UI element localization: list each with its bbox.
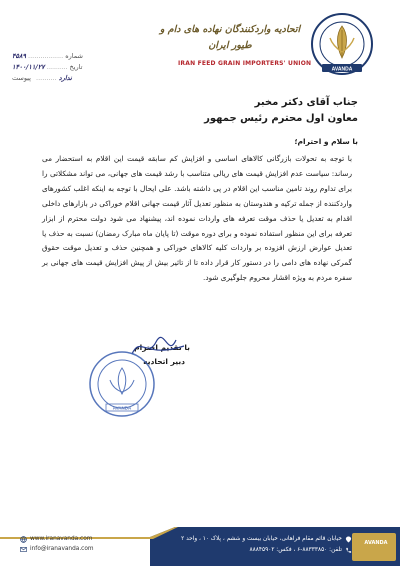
- letter-body-paragraph: با توجه به تحولات بازرگانی کالاهای اساسی و افزایش کم سابقه قیمت این اقلام به استحضار می رساند: سیاست عدم افزایش قیمت های ریالی متناسب با رشد قیمت های جهانی، می تواند مشکلاتی را برای تداوم روند تامین مناسب این اقلام در پی داشته باشد. علی ایحال با توجه به اینکه اغلب کشورهای واردکننده از جمله ترکیه و هندوستان به منظور تعدیل آثار قیمت جهانی اقلام خوراکی در بازارهای داخلی اقدام به تعدیل یا حذف موقت تعرفه های واردات نموده اند، پیشنهاد می شود دولت محترم از ابزار تعرفه برای این منظور استفاده نموده و برای دوره موقت (تا پایان ماه مبارک رمضان) نسبت به حذف یا تعدیل عوارض ارزش افزوده بر واردات کلیه کالاهای خوراکی و همچنین حذف و تعدیل موقت حقوق گمرکی نهاده های دامی را در دستور کار قرار داده تا از تاثیر بیش از پیش افزایش قیمت های جهانی بر سفره مردم به ویژه اقشار محروم جلوگیری شود.: [42, 154, 352, 283]
- footer-email-text: info@iranavanda.com: [30, 546, 94, 552]
- logo-brand-text: AVANDA: [331, 66, 353, 73]
- letter-date-label: تاریخ: [69, 63, 83, 71]
- official-stamp: [88, 350, 156, 418]
- letter-attachment-value: ندارد: [58, 74, 72, 82]
- letter-body: [42, 152, 352, 286]
- signature-title: دبیر اتحادیه: [143, 357, 185, 366]
- footer-phone-text: تلفن: ۸۸۳۳۳۸۵۰-۶ ، فکس: ۸۸۸۴۵۹۰۲: [249, 547, 342, 553]
- letter-attachment: ندارد .......... پیوست: [12, 74, 72, 82]
- letter-number-value: ۴۵۸۹: [12, 52, 26, 60]
- footer-email[interactable]: [30, 546, 94, 552]
- stamp-brand-text: AVANDA: [112, 405, 132, 411]
- union-name-persian: اتحادیه واردکنندگان نهاده های دام و طیور ایران: [159, 24, 301, 51]
- location-icon: [345, 536, 352, 543]
- footer-website-text: www.iranavanda.com: [30, 536, 93, 542]
- letter-number-label: شماره: [65, 52, 83, 60]
- signature-closing: با تقدیم احترام: [134, 343, 190, 352]
- phone-icon: [345, 547, 352, 554]
- footer-address-text: خیابان قائم مقام فراهانی، خیابان بیست و ششم ، پلاک ۱۰ ، واحد ۲: [181, 536, 342, 542]
- letter-number: ۴۵۸۹ ................. شماره: [12, 52, 83, 60]
- footer-address: [181, 536, 342, 542]
- salutation: با سلام و احترام؛: [294, 137, 358, 146]
- footer-website[interactable]: [30, 536, 92, 542]
- globe-icon: [20, 536, 27, 543]
- addressee-name: جناب آقای دکتر مخبر: [254, 97, 358, 108]
- footer-brand: AVANDA: [364, 540, 388, 546]
- letter-date-value: ۱۴۰۰/۱۱/۲۷: [12, 63, 45, 71]
- email-icon: [20, 546, 27, 553]
- footer-phone: [250, 547, 342, 553]
- letter-attachment-label: پیوست: [12, 74, 31, 82]
- union-logo: [310, 12, 374, 76]
- union-name-english: IRAN FEED GRAIN IMPORTERS' UNION: [178, 60, 312, 67]
- addressee-title: معاون اول محترم رئیس جمهور: [204, 113, 358, 124]
- letter-date: ۱۴۰۰/۱۱/۲۷ .......... تاریخ: [12, 63, 83, 71]
